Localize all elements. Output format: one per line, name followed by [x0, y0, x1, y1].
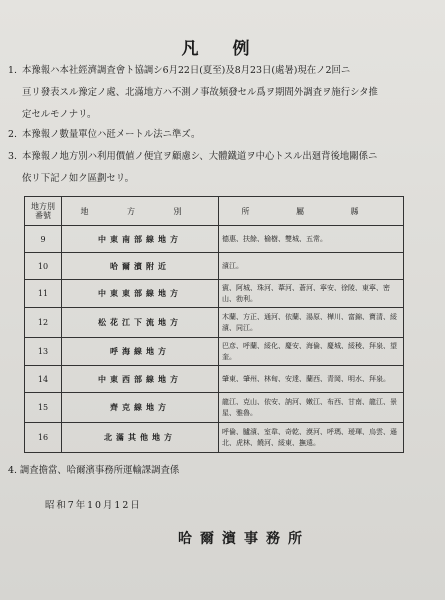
row-number: 14	[25, 366, 62, 393]
header-region: 地 方 別	[62, 197, 219, 226]
note-number: 1.	[8, 65, 17, 76]
row-region: 哈爾濱附近	[62, 253, 219, 280]
table-row	[25, 366, 404, 393]
note-text: 亘リ發表スル豫定ノ處、北滿地方ハ不測ノ事故頻發セル爲ヲ期間外調査ヲ施行シタ推	[22, 87, 378, 98]
row-counties: 肇東、肇州、林甸、安達、蘭西、青岡、明水、拜泉。	[219, 366, 404, 393]
region-table	[24, 196, 404, 453]
header-counties: 所 屬 縣	[219, 197, 404, 226]
note-1	[8, 60, 436, 126]
row-counties: 龍江、克山、依安、訥河、嫩江、布西、甘南、龍江、景星、雅魯。	[219, 393, 404, 423]
note-number: 3.	[8, 151, 17, 162]
note-text: 定セルモノナリ。	[22, 109, 97, 120]
row-counties: 呼倫、臚濱、室韋、奇乾、漠河、呼瑪、璦琿、烏雲、遜北、虎林、饒河、綏東、撫遠。	[219, 423, 404, 453]
document-date: 昭和7年10月12日	[45, 500, 142, 511]
row-counties: 德惠、扶餘、榆樹、雙城、五常。	[219, 226, 404, 253]
note-text: 依リ下記ノ如ク區劃セリ。	[22, 173, 135, 184]
row-number: 9	[25, 226, 62, 253]
document-title: 凡 例	[181, 39, 264, 59]
note-number: 2.	[8, 129, 17, 140]
note-text: 本豫報ハ本社經濟調査會ト協調シ6月22日(夏至)及8月23日(處暑)現在ノ2回ニ	[22, 65, 351, 76]
table-row	[25, 308, 404, 338]
row-counties: 巴彦、呼蘭、綏化、慶安、海倫、慶城、綏稜、拜泉、望奎。	[219, 338, 404, 366]
table-row	[25, 226, 404, 253]
table-row	[25, 280, 404, 308]
note-text: 本豫報ノ數量單位ハ瓩メートル法ニ準ズ。	[22, 129, 201, 140]
row-number: 11	[25, 280, 62, 308]
row-number: 12	[25, 308, 62, 338]
note-text: 本豫報ノ地方別ハ利用價値ノ便宜ヲ顧慮シ、大體鐵道ヲ中心トスル出廻背後地關係ニ	[22, 151, 378, 162]
table-row	[25, 338, 404, 366]
row-number: 15	[25, 393, 62, 423]
table-header-row	[25, 197, 404, 226]
table-row	[25, 423, 404, 453]
note-4: 4. 調査擔當、哈爾濱事務所運輸課調査係	[8, 465, 180, 476]
row-region: 齊克線地方	[62, 393, 219, 423]
row-number: 13	[25, 338, 62, 366]
row-region: 呼海線地方	[62, 338, 219, 366]
issuing-office: 哈爾濱事務所	[178, 531, 310, 547]
note-2	[8, 124, 436, 146]
row-counties: 濱江。	[219, 253, 404, 280]
row-region: 中東南部線地方	[62, 226, 219, 253]
row-number: 10	[25, 253, 62, 280]
note-3	[8, 146, 436, 190]
row-region: 松花江下流地方	[62, 308, 219, 338]
row-region: 北滿其他地方	[62, 423, 219, 453]
table-row	[25, 253, 404, 280]
header-number: 地方別 番號	[25, 197, 62, 226]
row-region: 中東東部線地方	[62, 280, 219, 308]
row-counties: 賓、阿城、珠河、葦河、蒼河、寧安、徐陵、東寧、密山、勃利。	[219, 280, 404, 308]
table-row	[25, 393, 404, 423]
row-counties: 木蘭、方正、通河、依蘭、湯原、樺川、富錦、寶清、綏濱、同江。	[219, 308, 404, 338]
row-region: 中東西部線地方	[62, 366, 219, 393]
row-number: 16	[25, 423, 62, 453]
